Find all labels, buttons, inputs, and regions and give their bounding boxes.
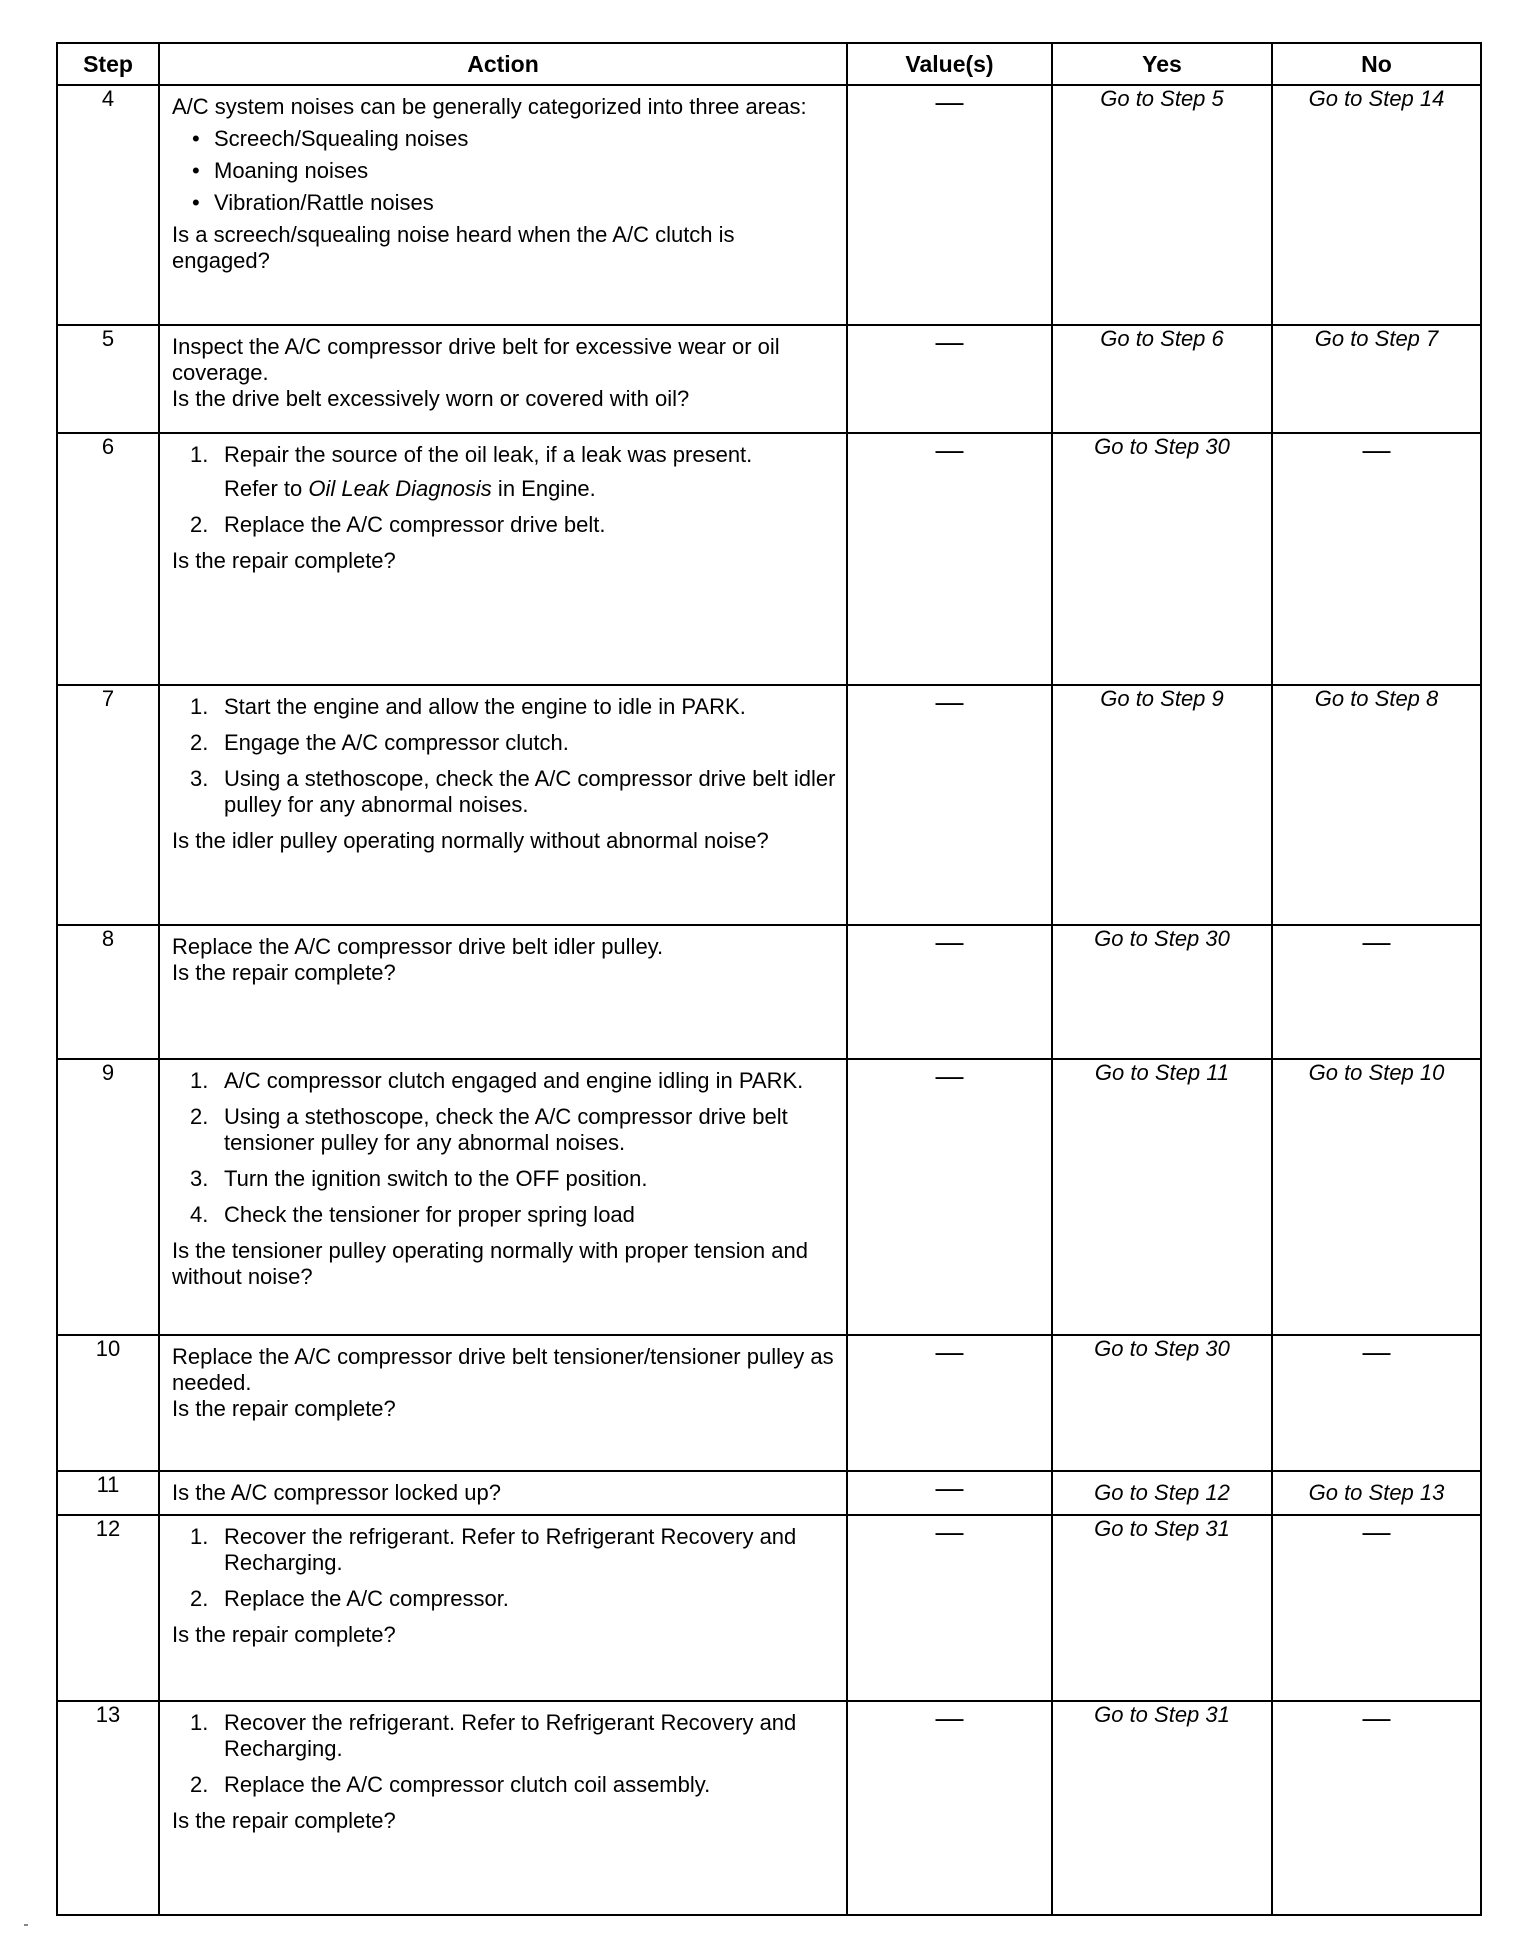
action-cell	[159, 1471, 847, 1515]
ref-link: Oil Leak Diagnosis	[308, 476, 492, 501]
action-question: Is the repair complete?	[172, 548, 396, 573]
list-text: Recover the refrigerant. Refer to Refrigerant Recovery and Recharging.	[224, 1710, 797, 1761]
list-text: Repair the source of the oil leak, if a leak was present.	[224, 442, 753, 467]
list-item	[190, 442, 836, 502]
value-cell: —	[847, 325, 1052, 433]
action-cell	[159, 1701, 847, 1915]
action-intro: Replace the A/C compressor drive belt idler pulley.	[172, 934, 664, 959]
step-number: 9	[57, 1059, 159, 1335]
list-number: 3.	[190, 1166, 209, 1191]
list-text: Using a stethoscope, check the A/C compressor drive belt idler pulley for any abnormal noises.	[224, 766, 836, 817]
list-text: Replace the A/C compressor.	[224, 1586, 509, 1611]
list-item	[190, 512, 836, 538]
reference-line	[224, 476, 836, 502]
action-cell	[159, 1059, 847, 1335]
action-question: Is the repair complete?	[172, 960, 396, 985]
numbered-list	[172, 1710, 836, 1808]
action-intro: Replace the A/C compressor drive belt tensioner/tensioner pulley as needed.	[172, 1344, 834, 1395]
step-number: 5	[57, 325, 159, 433]
list-item: • Vibration/Rattle noises	[192, 190, 836, 216]
list-text: Using a stethoscope, check the A/C compressor drive belt tensioner pulley for any abnormal noises.	[224, 1104, 788, 1155]
list-number: 1.	[190, 1524, 209, 1549]
list-text: Check the tensioner for proper spring load	[224, 1202, 635, 1227]
action-question: Is the repair complete?	[172, 1396, 396, 1421]
action-question: Is the drive belt excessively worn or covered with oil?	[172, 386, 690, 411]
no-cell: Go to Step 7	[1272, 325, 1481, 433]
no-cell: —	[1272, 1515, 1481, 1701]
scan-mark	[24, 1924, 28, 1926]
action-intro: Inspect the A/C compressor drive belt for excessive wear or oil coverage.	[172, 334, 780, 385]
value-cell: —	[847, 685, 1052, 925]
action-question: Is the idler pulley operating normally without abnormal noise?	[172, 828, 769, 853]
yes-cell: Go to Step 30	[1052, 1335, 1272, 1471]
list-text: Engage the A/C compressor clutch.	[224, 730, 569, 755]
list-item	[190, 1104, 836, 1156]
action-question: Is the repair complete?	[172, 1808, 396, 1833]
yes-cell: Go to Step 30	[1052, 925, 1272, 1059]
no-cell: Go to Step 8	[1272, 685, 1481, 925]
yes-cell: Go to Step 31	[1052, 1515, 1272, 1701]
no-cell: —	[1272, 433, 1481, 685]
action-cell	[159, 85, 847, 325]
header-step: Step	[57, 43, 159, 85]
list-number: 2.	[190, 512, 209, 537]
list-item	[190, 694, 836, 720]
step-number: 6	[57, 433, 159, 685]
list-item	[190, 1586, 836, 1612]
action-question: Is the tensioner pulley operating normally with proper tension and without noise?	[172, 1238, 808, 1289]
list-text: Start the engine and allow the engine to idle in PARK.	[224, 694, 746, 719]
table-row	[57, 1701, 1481, 1915]
value-cell: —	[847, 85, 1052, 325]
header-yes: Yes	[1052, 43, 1272, 85]
yes-cell: Go to Step 6	[1052, 325, 1272, 433]
list-text: A/C compressor clutch engaged and engine idling in PARK.	[224, 1068, 804, 1093]
step-number: 12	[57, 1515, 159, 1701]
action-cell	[159, 1335, 847, 1471]
list-item	[190, 1772, 836, 1798]
action-cell	[159, 433, 847, 685]
list-number: 2.	[190, 1772, 209, 1797]
table-row	[57, 1335, 1481, 1471]
header-values: Value(s)	[847, 43, 1052, 85]
action-question: Is a screech/squealing noise heard when the A/C clutch is engaged?	[172, 222, 735, 273]
list-item	[190, 1710, 836, 1762]
header-action: Action	[159, 43, 847, 85]
list-number: 1.	[190, 694, 209, 719]
yes-cell: Go to Step 11	[1052, 1059, 1272, 1335]
value-cell: —	[847, 1515, 1052, 1701]
ref-prefix: Refer to	[224, 476, 309, 501]
no-cell: Go to Step 14	[1272, 85, 1481, 325]
table-row	[57, 1471, 1481, 1515]
numbered-list	[172, 1068, 836, 1238]
header-no: No	[1272, 43, 1481, 85]
step-number: 8	[57, 925, 159, 1059]
list-item: • Screech/Squealing noises	[192, 126, 836, 152]
yes-cell: Go to Step 9	[1052, 685, 1272, 925]
list-item	[190, 1166, 836, 1192]
list-number: 4.	[190, 1202, 209, 1227]
header-row	[57, 43, 1481, 85]
yes-cell: Go to Step 30	[1052, 433, 1272, 685]
bullet-list	[172, 126, 836, 216]
numbered-list	[172, 694, 836, 828]
value-cell: —	[847, 1471, 1052, 1515]
step-number: 7	[57, 685, 159, 925]
numbered-list	[172, 442, 836, 548]
list-number: 2.	[190, 1586, 209, 1611]
step-number: 11	[57, 1471, 159, 1515]
value-cell: —	[847, 925, 1052, 1059]
action-question: Is the A/C compressor locked up?	[172, 1480, 501, 1505]
diagnostic-table	[56, 42, 1482, 1916]
value-cell: —	[847, 1059, 1052, 1335]
table-row	[57, 1059, 1481, 1335]
list-text: Turn the ignition switch to the OFF position.	[224, 1166, 648, 1191]
list-item	[190, 1068, 836, 1094]
ref-suffix: in Engine.	[491, 476, 596, 501]
list-text: Replace the A/C compressor drive belt.	[224, 512, 606, 537]
table-row	[57, 433, 1481, 685]
step-number: 13	[57, 1701, 159, 1915]
action-cell	[159, 325, 847, 433]
value-cell: —	[847, 1335, 1052, 1471]
no-cell: —	[1272, 925, 1481, 1059]
no-cell: Go to Step 10	[1272, 1059, 1481, 1335]
table-row	[57, 685, 1481, 925]
table-row	[57, 85, 1481, 325]
list-item	[190, 766, 836, 818]
list-text: Replace the A/C compressor clutch coil assembly.	[224, 1772, 711, 1797]
action-question: Is the repair complete?	[172, 1622, 396, 1647]
no-cell: Go to Step 13	[1272, 1471, 1481, 1515]
no-cell: —	[1272, 1701, 1481, 1915]
value-cell: —	[847, 433, 1052, 685]
step-number: 4	[57, 85, 159, 325]
list-number: 1.	[190, 442, 209, 467]
list-number: 3.	[190, 766, 209, 791]
list-item	[190, 730, 836, 756]
list-item	[190, 1524, 836, 1576]
yes-cell: Go to Step 31	[1052, 1701, 1272, 1915]
list-item	[190, 1202, 836, 1228]
action-cell	[159, 925, 847, 1059]
no-cell: —	[1272, 1335, 1481, 1471]
yes-cell: Go to Step 5	[1052, 85, 1272, 325]
list-number: 1.	[190, 1068, 209, 1093]
table-row	[57, 1515, 1481, 1701]
step-number: 10	[57, 1335, 159, 1471]
list-number: 2.	[190, 730, 209, 755]
list-number: 1.	[190, 1710, 209, 1735]
numbered-list	[172, 1524, 836, 1622]
value-cell: —	[847, 1701, 1052, 1915]
action-intro: A/C system noises can be generally categorized into three areas:	[172, 94, 807, 119]
action-cell	[159, 1515, 847, 1701]
yes-cell: Go to Step 12	[1052, 1471, 1272, 1515]
list-text: Recover the refrigerant. Refer to Refrigerant Recovery and Recharging.	[224, 1524, 797, 1575]
list-number: 2.	[190, 1104, 209, 1129]
table-row	[57, 925, 1481, 1059]
list-item: • Moaning noises	[192, 158, 836, 184]
table-row	[57, 325, 1481, 433]
action-cell	[159, 685, 847, 925]
